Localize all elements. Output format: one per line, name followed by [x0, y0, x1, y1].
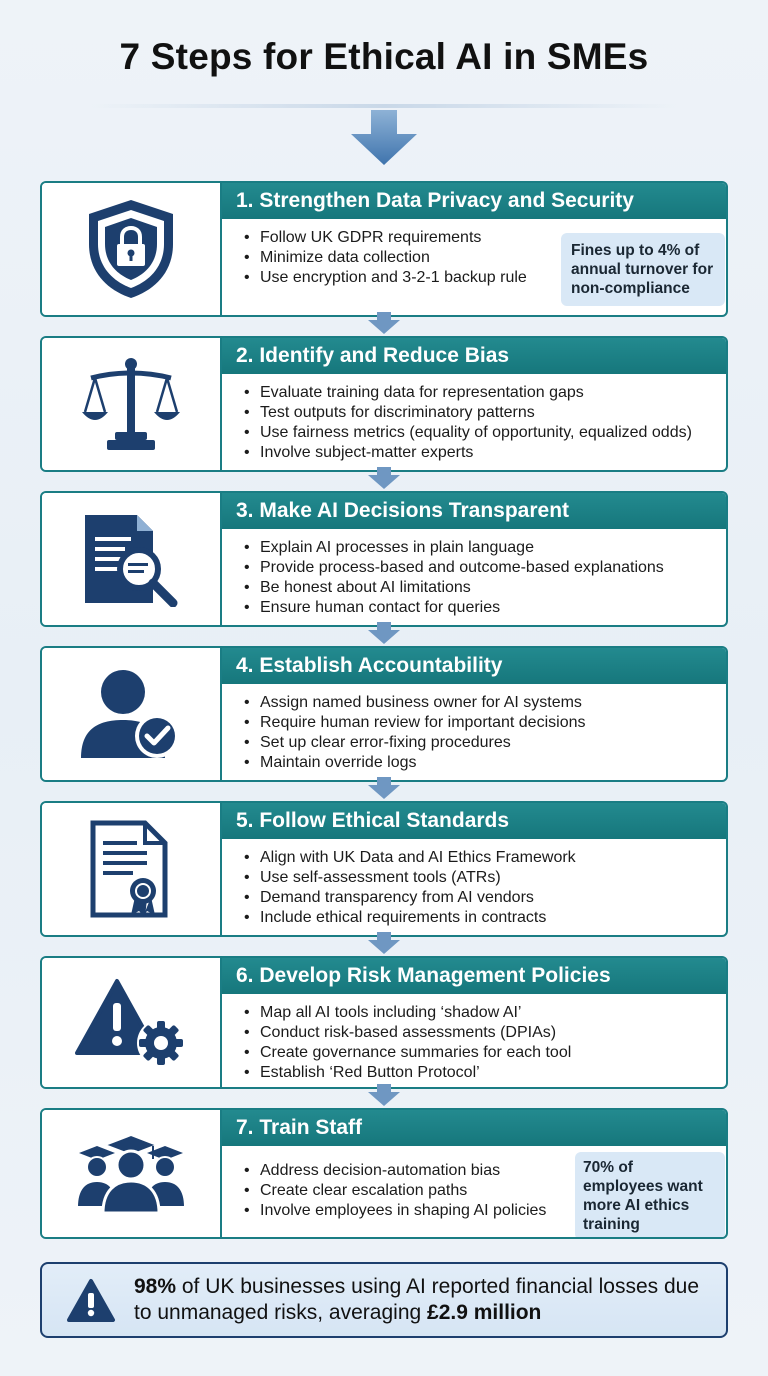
footer-stat-banner [40, 1262, 728, 1338]
connector-arrow-icon [368, 932, 400, 954]
bullet-list [244, 848, 726, 928]
step-heading: 6. Develop Risk Management Policies [222, 958, 726, 994]
step-card-1 [40, 181, 728, 317]
bullet-item: • Include ethical requirements in contracts [244, 908, 726, 928]
bullet-item: • Use fairness metrics (equality of opportunity, equalized odds) [244, 423, 726, 443]
step-icon-cell [42, 648, 222, 780]
step-heading: 4. Establish Accountability [222, 648, 726, 684]
step-card-4 [40, 646, 728, 782]
bullet-item: • Set up clear error-fixing procedures [244, 733, 726, 753]
step-card-5 [40, 801, 728, 937]
bullet-item: • Explain AI processes in plain language [244, 538, 726, 558]
step-body [222, 994, 726, 1087]
certificate-icon [89, 819, 173, 919]
step-body [222, 839, 726, 935]
bullet-list [244, 693, 726, 773]
bullet-item: • Involve subject-matter experts [244, 443, 726, 463]
step-heading: 3. Make AI Decisions Transparent [222, 493, 726, 529]
bullet-item: • Use self-assessment tools (ATRs) [244, 868, 726, 888]
step-body [222, 374, 726, 470]
footer-stat: 98% [134, 1275, 177, 1298]
step-card-2 [40, 336, 728, 472]
bullet-item: • Involve employees in shaping AI policies [244, 1201, 726, 1221]
step-card-3 [40, 491, 728, 627]
bullet-item: • Map all AI tools including ‘shadow AI’ [244, 1003, 726, 1023]
bullet-item: • Ensure human contact for queries [244, 598, 726, 618]
step-body [222, 684, 726, 780]
connector-arrow-icon [368, 467, 400, 489]
document-search-icon [81, 511, 181, 607]
title-divider [90, 104, 678, 108]
shield-lock-icon [85, 198, 177, 300]
bullet-item: • Conduct risk-based assessments (DPIAs) [244, 1023, 726, 1043]
step-icon-cell [42, 493, 222, 625]
footer-text-mid: of UK businesses using AI reported financial losses due to unmanaged risks, averaging [134, 1275, 700, 1324]
step-icon-cell [42, 183, 222, 315]
bullet-item: • Create governance summaries for each tool [244, 1043, 726, 1063]
bullet-item: • Follow UK GDPR requirements [244, 228, 726, 248]
connector-arrow-icon [368, 777, 400, 799]
step-icon-cell [42, 958, 222, 1087]
user-check-icon [79, 668, 183, 760]
step-icon-cell [42, 338, 222, 470]
step-icon-cell [42, 1110, 222, 1237]
bullet-item: • Provide process-based and outcome-based explanations [244, 558, 726, 578]
page-title: 7 Steps for Ethical AI in SMEs [119, 36, 649, 77]
bullet-item: • Address decision-automation bias [244, 1161, 726, 1181]
callout-note: 70% of employees want more AI ethics training [575, 1152, 725, 1239]
bullet-list [244, 383, 726, 463]
bullet-item: • Align with UK Data and AI Ethics Framework [244, 848, 726, 868]
bullet-item: • Require human review for important decisions [244, 713, 726, 733]
connector-arrow-icon [368, 622, 400, 644]
step-card-6 [40, 956, 728, 1089]
warning-gear-icon [75, 977, 187, 1069]
scales-icon [81, 356, 181, 452]
step-body [222, 529, 726, 625]
bullet-item: • Maintain override logs [244, 753, 726, 773]
step-heading: 5. Follow Ethical Standards [222, 803, 726, 839]
bullet-item: • Use encryption and 3-2-1 backup rule [244, 268, 726, 288]
bullet-item: • Be honest about AI limitations [244, 578, 726, 598]
down-arrow-icon [349, 110, 419, 165]
step-icon-cell [42, 803, 222, 935]
bullet-item: • Establish ‘Red Button Protocol’ [244, 1063, 726, 1083]
callout-note: Fines up to 4% of annual turnover for non-compliance [561, 233, 725, 306]
step-heading: 2. Identify and Reduce Bias [222, 338, 726, 374]
bullet-item: • Test outputs for discriminatory patterns [244, 403, 726, 423]
bullet-item: • Create clear escalation paths [244, 1181, 726, 1201]
bullet-item: • Evaluate training data for representation gaps [244, 383, 726, 403]
step-card-7 [40, 1108, 728, 1239]
footer-text [134, 1274, 708, 1326]
footer-amount: £2.9 million [427, 1301, 542, 1324]
bullet-list [244, 1003, 726, 1083]
step-heading: 7. Train Staff [222, 1110, 726, 1146]
step-heading: 1. Strengthen Data Privacy and Security [222, 183, 726, 219]
connector-arrow-icon [368, 312, 400, 334]
warning-icon [66, 1278, 116, 1324]
bullet-item: • Minimize data collection [244, 248, 726, 268]
bullet-list [244, 538, 726, 618]
bullet-item: • Demand transparency from AI vendors [244, 888, 726, 908]
graduates-icon [73, 1133, 189, 1215]
bullet-item: • Assign named business owner for AI systems [244, 693, 726, 713]
connector-arrow-icon [368, 1084, 400, 1106]
